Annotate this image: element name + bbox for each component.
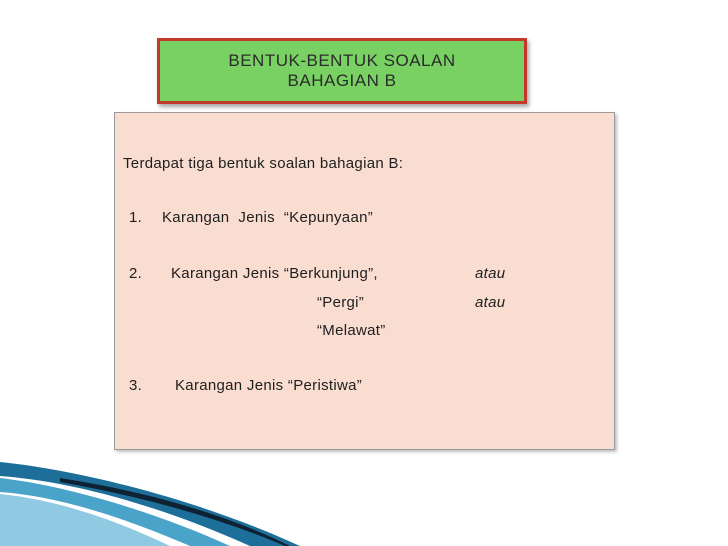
item-2-sub-2: “Melawat” [317, 322, 386, 339]
title-line-1: BENTUK-BENTUK SOALAN [228, 51, 456, 70]
item-1-text: Karangan Jenis “Kepunyaan” [162, 209, 374, 226]
intro-text: Terdapat tiga bentuk soalan bahagian B: [123, 155, 404, 172]
content-box [114, 112, 615, 450]
item-2-sub-1: “Pergi” [317, 294, 365, 311]
item-2-or-1: atau [475, 265, 506, 282]
title-line-2: BAHAGIAN B [287, 71, 397, 90]
item-2-text: Karangan Jenis “Berkunjung”, [171, 265, 378, 282]
item-3-number: 3. [129, 377, 143, 394]
item-2-or-2: atau [475, 294, 506, 311]
item-3-text: Karangan Jenis “Peristiwa” [175, 377, 363, 394]
title-box [157, 38, 527, 104]
item-2-number: 2. [129, 265, 143, 282]
item-1-number: 1. [129, 209, 143, 226]
